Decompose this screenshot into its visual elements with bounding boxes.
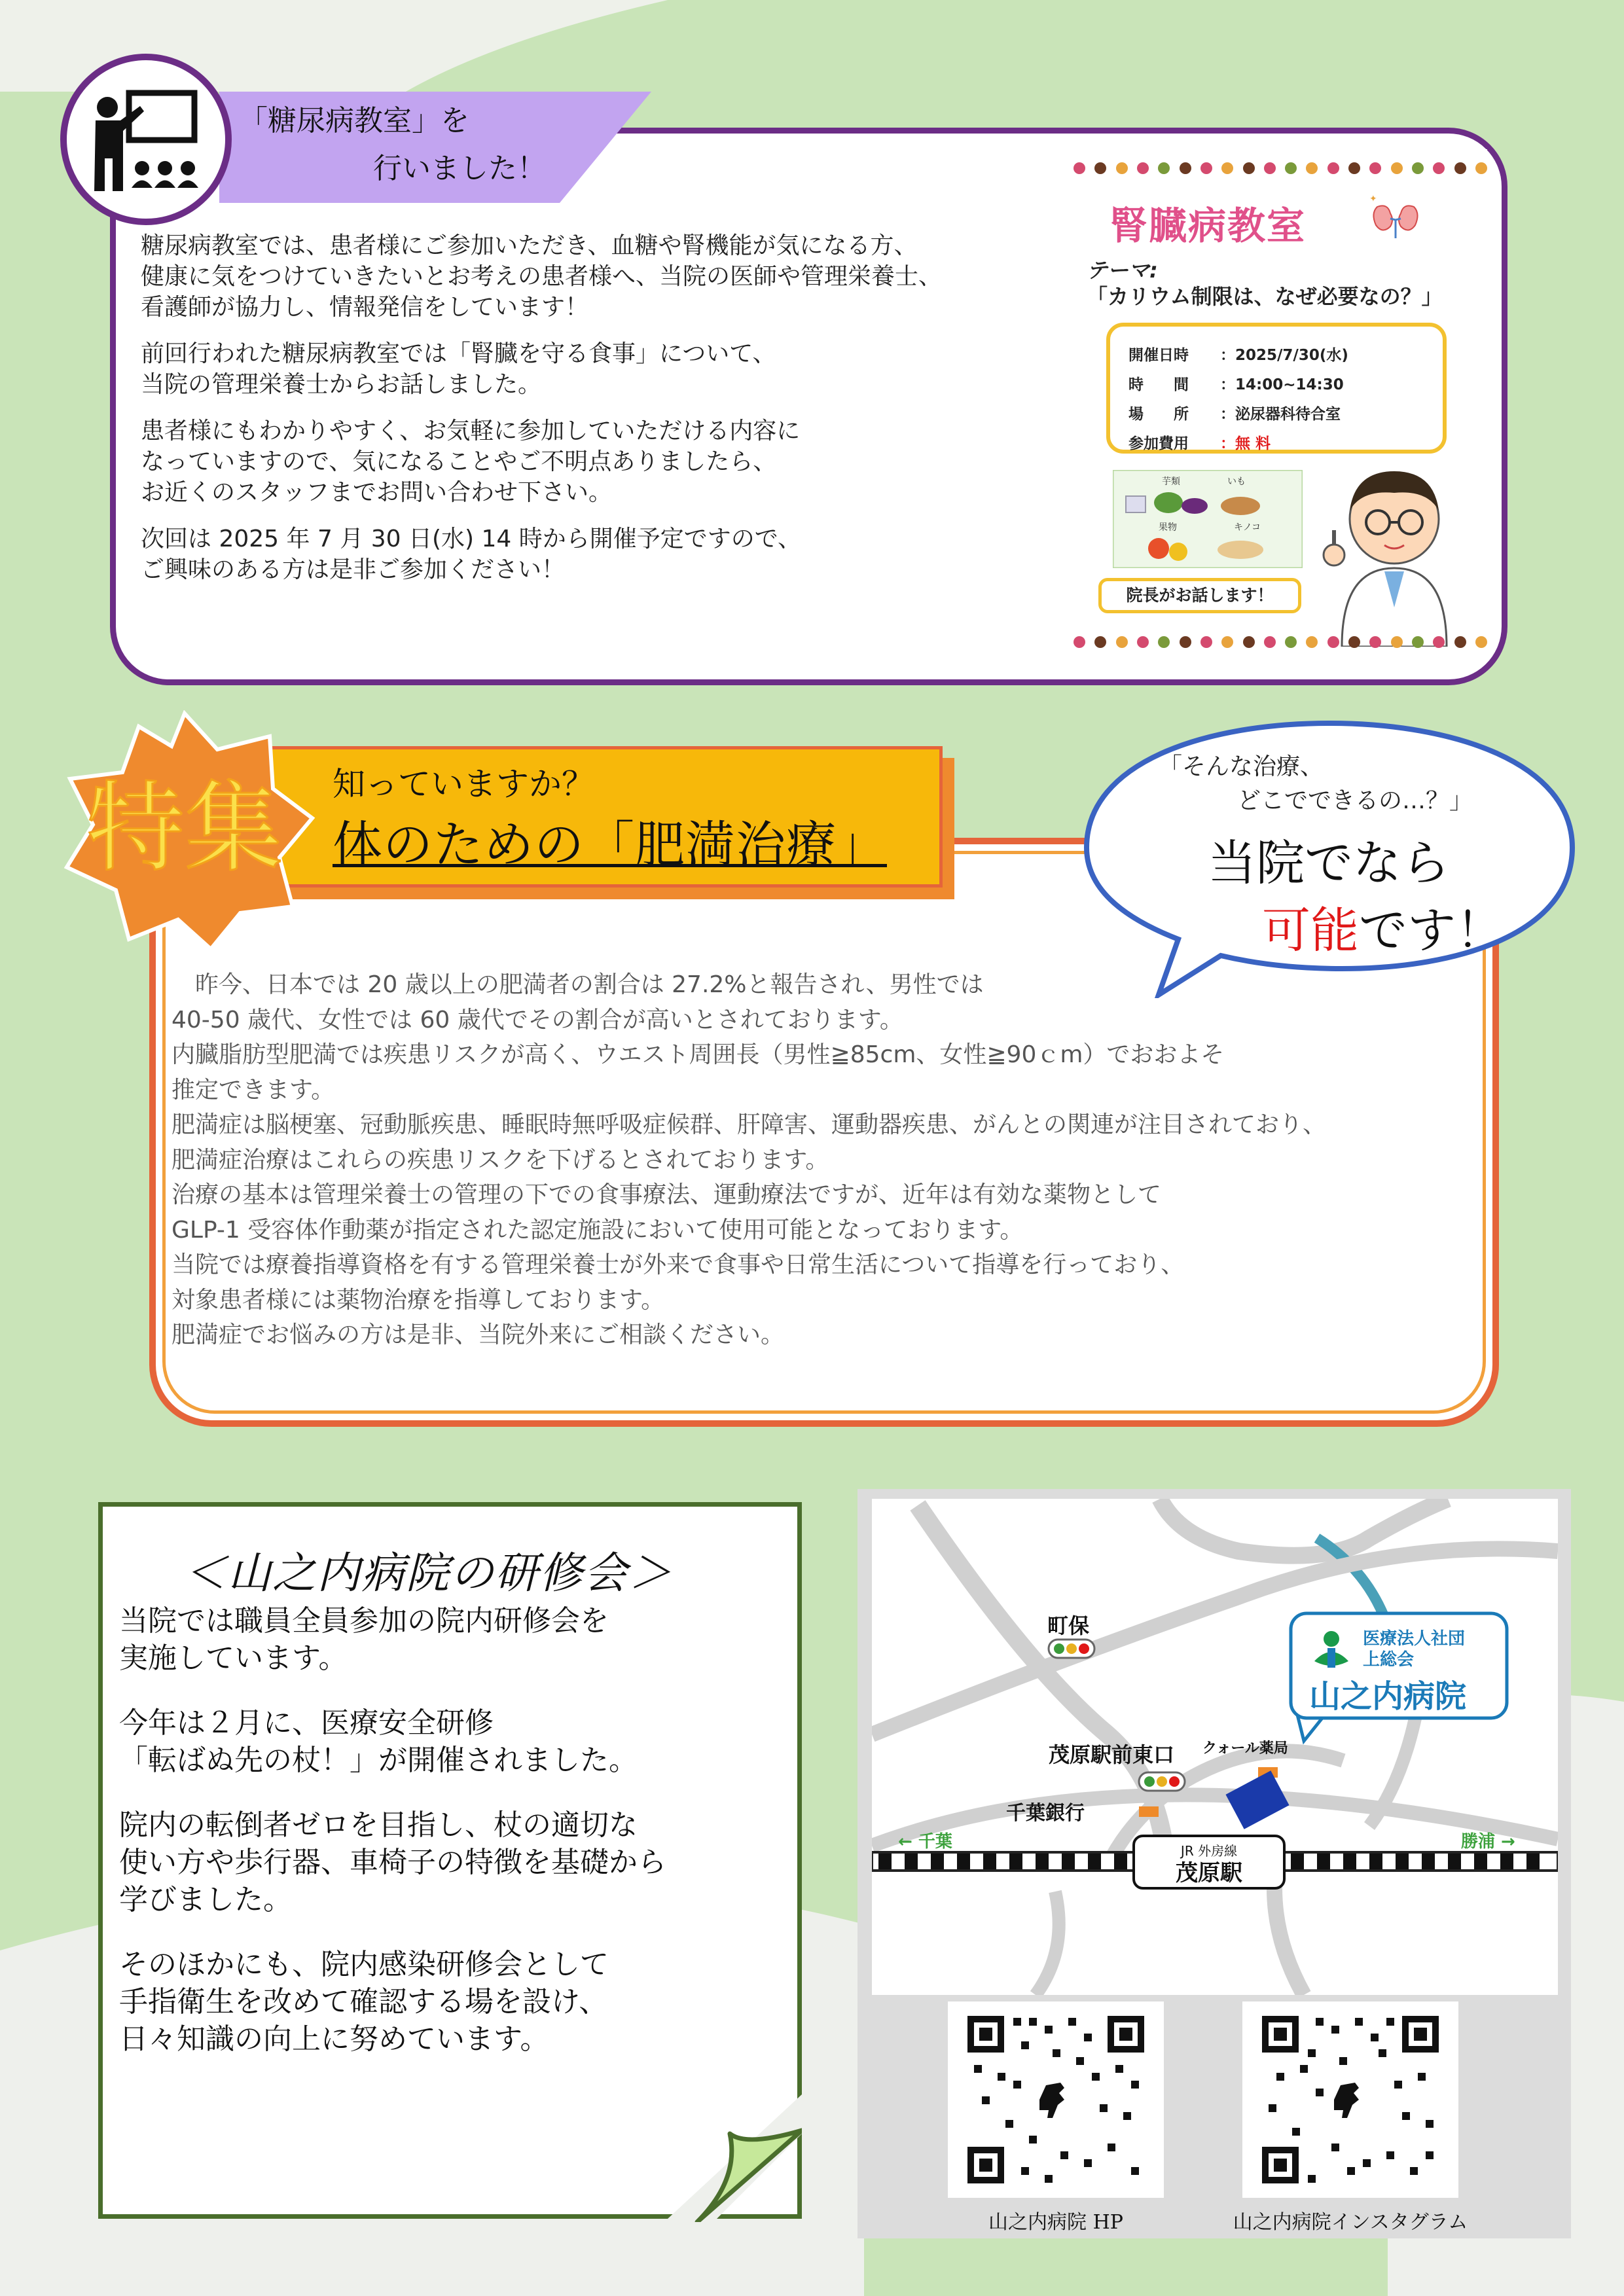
food-label: いも [1227,476,1246,487]
food-label: 果物 [1159,522,1177,533]
kidney-icon [1369,194,1422,240]
text-line: 治療の基本は管理栄養士の管理の下での食事療法、運動療法ですが、近年は有効な薬物として [171,1181,1162,1208]
tokushu-badge [54,710,316,952]
qr-label-instagram: 山之内病院インスタグラム [1233,2211,1468,2234]
bank-marker [1139,1806,1159,1817]
bubble-answer-1: 当院でなら [1208,835,1450,891]
text-line: 肥満症は脳梗塞、冠動脈疾患、睡眠時無呼吸症候群、肝障害、運動器疾患、がんとの関連が注目されており、 [171,1111,1327,1138]
qr-label-hp: 山之内病院 HP [988,2211,1123,2234]
banner-line-1: 「糖尿病教室」を [239,104,469,137]
paragraph: 患者様にもわかりやすく、お気軽に参加していただける内容に なっていますので、気になることやご不明点ありましたら、 お近くのスタッフまでお問い合わせ下さい。 [141,418,801,506]
line-name: JR 外房線 [1180,1843,1238,1859]
lecture-icon-circle [60,54,232,225]
badge-text: 特集 [86,772,283,886]
pharmacy-label: クォール薬局 [1202,1740,1288,1757]
lecture-icon [67,60,225,219]
text-line: 40-50 歳代、女性では 60 歳代でその割合が高いとされております。 [171,1006,903,1033]
text-line: 内臓脂肪型肥満では疾患リスクが高く、ウエスト周囲長（男性≧85cm、女性≧90ｃm）でおおよそ [171,1041,1225,1068]
flyer-info-box [1106,323,1447,454]
info-row: 開催日時 ：2025/7/30(水) [1128,347,1348,364]
flyer-theme: 「カリウム制限は、なぜ必要なの？」 [1087,284,1443,309]
flyer-theme-label: テーマ: [1087,258,1158,283]
qr-code-icon [948,2001,1164,2198]
access-map [872,1499,1558,1995]
text-line: 当院では療養指導資格を有する管理栄養士が外来で食事や日常生活について指導を行っており、 [171,1251,1185,1278]
info-row: 場 所 ：泌尿器科待合室 [1128,406,1341,423]
paragraph: 今年は２月に、医療安全研修 「転ばぬ先の杖！」が開催されました。 [119,1706,638,1777]
paragraph: 糖尿病教室では、患者様にご参加いただき、血糖や腎機能が気になる方、 健康に気をつけていきたいとお考えの患者様へ、当院の医師や管理栄養士、 看護師が協力し、情報発信をしています！ [141,232,943,321]
paragraph: そのほかにも、院内感染研修会として 手指衛生を改めて確認する場を設け、 日々知識の向上に努めています。 [119,1948,609,2056]
text-line: 対象患者様には薬物治療を指導しております。 [171,1286,665,1314]
bank-label: 千葉銀行 [1006,1802,1085,1825]
info-row: 参加費用 ：無 料 [1128,435,1271,452]
flyer-top-border [1074,162,1487,177]
text-line: 推定できます。 [171,1076,335,1103]
qr-card-instagram[interactable] [1242,2001,1458,2198]
paragraph: 院内の転倒者ゼロを目指し、杖の適切な 使い方や歩行器、車椅子の特徴を基礎から 学びました。 [119,1808,666,1916]
station-name: 茂原駅 [1176,1860,1242,1886]
right-direction: 勝浦 → [1461,1832,1515,1852]
station-east-label: 茂原駅前東口 [1049,1742,1175,1767]
hospital-name: 山之内病院 [1309,1678,1467,1715]
flyer-note: 院長がお話します！ [1098,578,1301,613]
text-line: 肥満症でお悩みの方は是非、当院外来にご相談ください。 [171,1321,785,1348]
paragraph: 当院では職員全員参加の院内研修会を 実施しています。 [119,1604,609,1675]
svg-text:✦: ✦ [1369,194,1377,204]
food-illustration [1113,470,1303,568]
bubble-answer-2: 可能です！ [1262,903,1504,959]
qr-card-hp[interactable] [948,2001,1164,2198]
diabetes-class-text [141,230,1070,601]
bubble-question-2: どこでできるの…？」 [1237,787,1473,814]
doctor-illustration [1316,457,1473,647]
training-text [119,1602,787,2085]
kidney-class-flyer [1074,149,1487,660]
traffic-light-icon [1139,1772,1185,1791]
hospital-corp-2: 上総会 [1363,1650,1415,1670]
text-line: GLP-1 受容体作動薬が指定された認定施設において使用可能となっております。 [171,1216,1024,1244]
machibo-label: 町保 [1047,1613,1090,1638]
page-curl [668,2094,802,2222]
feature-title: 体のための「肥満治療」 [333,816,887,874]
hospital-corp-1: 医療法人社団 [1363,1629,1466,1649]
feature-subtitle: 知っていますか？ [333,765,594,803]
left-direction: ← 千葉 [898,1832,952,1852]
paragraph: 次回は 2025 年 7 月 30 日(水) 14 時から開催予定ですので、 ご興味のある方は是非ご参加ください！ [141,526,802,583]
qr-code-icon [1242,2001,1458,2198]
training-title: ＜山之内病院の研修会＞ [183,1548,673,1598]
flyer-bottom-border [1074,636,1487,651]
info-row: 時 間 ：14:00~14:30 [1128,376,1344,393]
food-label: キノコ [1234,522,1261,533]
obesity-text [171,967,1474,1353]
traffic-light-icon [1049,1640,1094,1658]
flyer-title: 腎臓病教室 [1110,204,1307,248]
bubble-question-1: 「そんな治療、 [1159,753,1324,780]
paragraph: 前回行われた糖尿病教室では「腎臓を守る食事」について、 当院の管理栄養士からお話しました。 [141,340,776,398]
text-line: 昨今、日本では 20 歳以上の肥満者の割合は 27.2%と報告され、男性では [171,971,984,998]
map-graphic [872,1499,1558,1995]
banner-line-2: 行いました！ [373,152,546,185]
food-label: 芋類 [1162,476,1180,487]
text-line: 肥満症治療はこれらの疾患リスクを下げるとされております。 [171,1146,829,1174]
